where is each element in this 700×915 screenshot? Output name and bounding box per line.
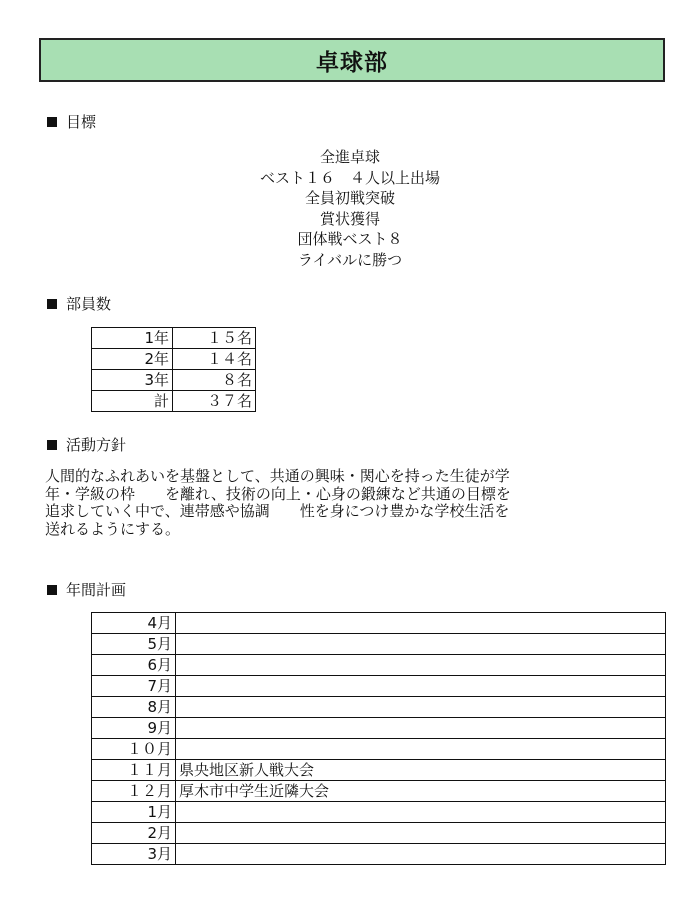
section-heading-label: 活動方針 [66,436,127,454]
table-row [92,802,666,823]
goal-item: 賞状獲得 [319,209,380,228]
table-row [92,781,666,802]
section-heading-annual [47,579,126,600]
page-title: 卓球部 [316,49,388,76]
event-cell [176,613,666,634]
table-row [92,844,666,865]
policy-line: 年・学級の枠 を離れ、技術の向上・心身の鍛練など共通の目標を [45,484,511,503]
month-cell: １１月 [92,760,176,781]
month-cell: 3月 [92,844,176,865]
table-row [92,655,666,676]
section-heading-policy [47,434,126,455]
month-cell: 4月 [92,613,176,634]
table-row [92,634,666,655]
section-heading-label: 部員数 [66,295,112,313]
event-cell: 県央地区新人戦大会 [176,760,666,781]
section-heading-goals [47,111,96,132]
event-cell [176,634,666,655]
annual-plan-table [91,612,666,865]
grade-cell: 2年 [92,349,173,370]
event-cell [176,802,666,823]
goal-item: 団体戦ベスト８ [297,230,403,248]
goal-item: 全員初戦突破 [304,189,395,207]
goal-item: 全進卓球 [319,148,380,166]
grade-cell: 3年 [92,370,173,391]
event-cell: 厚木市中学生近隣大会 [176,781,666,802]
policy-line: 人間的なふれあいを基盤として、共通の興味・関心を持った生徒が学 [45,467,510,485]
count-cell: １４名 [173,349,256,370]
goal-item: ベスト１６ ４人以上出場 [259,168,440,187]
table-row [92,328,256,349]
square-bullet-icon [47,585,57,595]
table-row [92,613,666,634]
event-cell [176,844,666,865]
section-heading-label: 年間計画 [66,581,127,599]
event-cell [176,676,666,697]
month-cell: 9月 [92,718,176,739]
count-cell: １５名 [173,328,256,349]
policy-line: 追求していく中で、連帯感や協調 性を身につけ豊かな学校生活を [45,502,510,520]
section-heading-members [47,293,111,314]
table-row [92,697,666,718]
goals-list [0,147,700,270]
table-row [92,391,256,412]
total-label-cell: 計 [92,391,173,412]
square-bullet-icon [47,440,57,450]
goal-item: ライバルに勝つ [297,250,403,269]
month-cell: 5月 [92,634,176,655]
month-cell: 8月 [92,697,176,718]
event-cell [176,739,666,760]
table-row [92,760,666,781]
policy-paragraph [45,468,660,538]
square-bullet-icon [47,117,57,127]
table-row [92,370,256,391]
month-cell: １０月 [92,739,176,760]
month-cell: 6月 [92,655,176,676]
table-row [92,823,666,844]
month-cell: 7月 [92,676,176,697]
month-cell: 2月 [92,823,176,844]
event-cell [176,718,666,739]
members-table [91,327,256,412]
square-bullet-icon [47,299,57,309]
policy-line: 送れるようにする。 [45,519,181,538]
table-row [92,349,256,370]
month-cell: １２月 [92,781,176,802]
event-cell [176,655,666,676]
table-row [92,718,666,739]
section-heading-label: 目標 [66,113,97,131]
grade-cell: 1年 [92,328,173,349]
table-row [92,739,666,760]
count-cell: ８名 [173,370,256,391]
event-cell [176,823,666,844]
title-banner [39,38,665,82]
month-cell: 1月 [92,802,176,823]
event-cell [176,697,666,718]
table-row [92,676,666,697]
total-count-cell: ３７名 [173,391,256,412]
